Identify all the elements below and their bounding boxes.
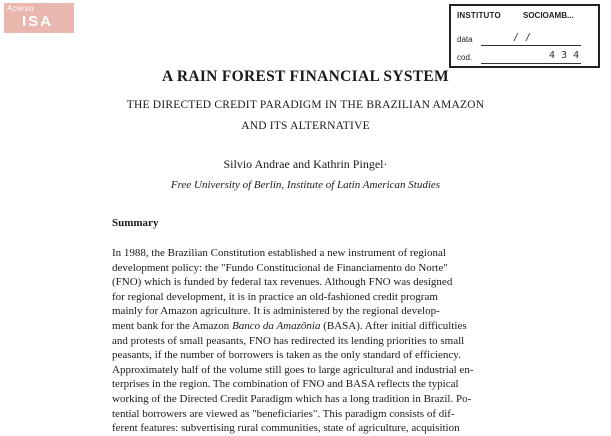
summary-line: ferent features: subvertising rural communities, state of agriculture, acquisition xyxy=(112,422,460,435)
summary-line: Approximately half of the volume still goes to large agricultural and industrial en- xyxy=(112,363,474,376)
library-stamp xyxy=(449,4,600,68)
summary-line: working of the Directed Credit Paradigm which has a long tradition in Brazil. Po- xyxy=(112,392,472,405)
watermark-line2: ISA xyxy=(22,13,54,30)
stamp-handwritten-date: / / xyxy=(513,32,532,43)
stamp-line-data: data xyxy=(457,35,473,44)
stamp-line-cod: cod. xyxy=(457,53,473,62)
summary-line: tential borrowers are viewed as "beneficiaries". This paradigm consists of dif- xyxy=(112,407,455,420)
stamp-header-right: SOCIOAMB... xyxy=(523,11,574,20)
stamp-header-left: INSTITUTO xyxy=(457,11,501,20)
affiliation: Free University of Berlin, Institute of Latin American Studies xyxy=(170,179,441,191)
document-title: A RAIN FOREST FINANCIAL SYSTEM xyxy=(162,68,449,85)
summary-line: In 1988, the Brazilian Constitution established a new instrument of regional xyxy=(112,247,446,259)
authors: Silvio Andrae and Kathrin Pingel· xyxy=(223,157,388,171)
watermark-logo xyxy=(4,3,74,33)
summary-line: ment bank for the Amazon Banco da Amazônia (BASA). After initial difficulties xyxy=(112,319,467,332)
document-subtitle-line2: AND ITS ALTERNATIVE xyxy=(241,120,370,132)
summary-body xyxy=(112,246,522,436)
stamp-rule-data xyxy=(481,45,581,46)
summary-line: and protests of small peasants, FNO has redirected its lending priorities to small xyxy=(112,334,465,347)
document-subtitle-line1: THE DIRECTED CREDIT PARADIGM IN THE BRAZILIAN AMAZON xyxy=(126,99,485,111)
summary-line: peasants, if the number of borrowers is taken as the only standard of efficiency. xyxy=(112,349,461,362)
summary-line: mainly for Amazon agriculture. It is administered by the regional develop- xyxy=(112,305,440,318)
summary-line: for regional development, it is in practice an old-fashioned credit program xyxy=(112,290,438,303)
summary-line: development policy: the "Fundo Constitucional de Financiamento do Norte" xyxy=(112,261,448,274)
bank-name-italic: Banco da Amazônia xyxy=(232,319,321,332)
summary-heading: Summary xyxy=(112,217,159,229)
summary-line: (FNO) which is funded by federal tax revenues. Although FNO was designed xyxy=(112,276,453,289)
summary-line: terprises in the region. The combination of FNO and BASA reflects the typical xyxy=(112,378,459,391)
stamp-handwritten-code: 4 3 4 xyxy=(549,50,580,61)
stamp-rule-cod xyxy=(481,63,581,64)
watermark-line1: Acervo xyxy=(7,4,34,13)
